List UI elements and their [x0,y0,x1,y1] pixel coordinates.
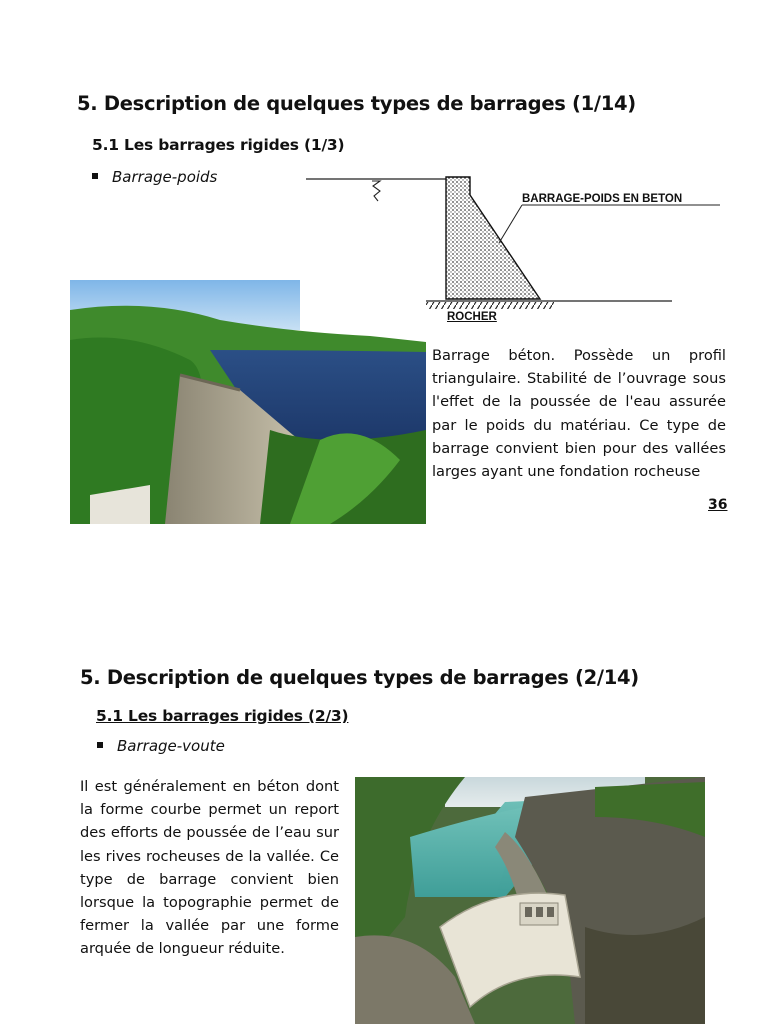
slide1-bullet-text: Barrage-poids [112,168,218,186]
slide2-title: 5. Description de quelques types de barrages (2/14) [80,666,639,689]
rock-label: ROCHER [447,311,497,323]
slide1-title: 5. Description de quelques types de barrages (1/14) [77,92,636,115]
slide1-paragraph: Barrage béton. Possède un profil triangulaire. Stabilité de l’ouvrage sous l'effet de la poussée de l'eau assurée par le poids du matériau. Ce type de barrage convient bien pour des vallées larges ayant une fondation rocheuse [432,347,726,481]
slide2-bullet [97,737,225,755]
slide1-subtitle: 5.1 Les barrages rigides (1/3) [92,136,345,154]
gravity-dam-photo [70,280,426,524]
water-level-mark-icon [372,181,380,201]
page-number: 36 [708,497,728,513]
dam-leader-line [499,205,522,243]
slide2-subtitle: 5.1 Les barrages rigides (2/3) [96,707,349,725]
bullet-square-icon [92,173,98,179]
dam-label: BARRAGE-POIDS EN BETON [522,193,683,205]
slide2-paragraph: Il est généralement en béton dont la forme courbe permet un report des efforts de poussée de l’eau sur les rives rocheuses de la vallée. Ce type de barrage convient bien lorsque la topographie permet de fermer la vallée par une forme arquée de longueur réduite. [80,778,339,958]
slide1-bullet [92,168,217,186]
bullet-square-icon [97,742,103,748]
arch-dam-photo [355,777,705,1024]
slide2-bullet-text: Barrage-voute [117,737,225,755]
